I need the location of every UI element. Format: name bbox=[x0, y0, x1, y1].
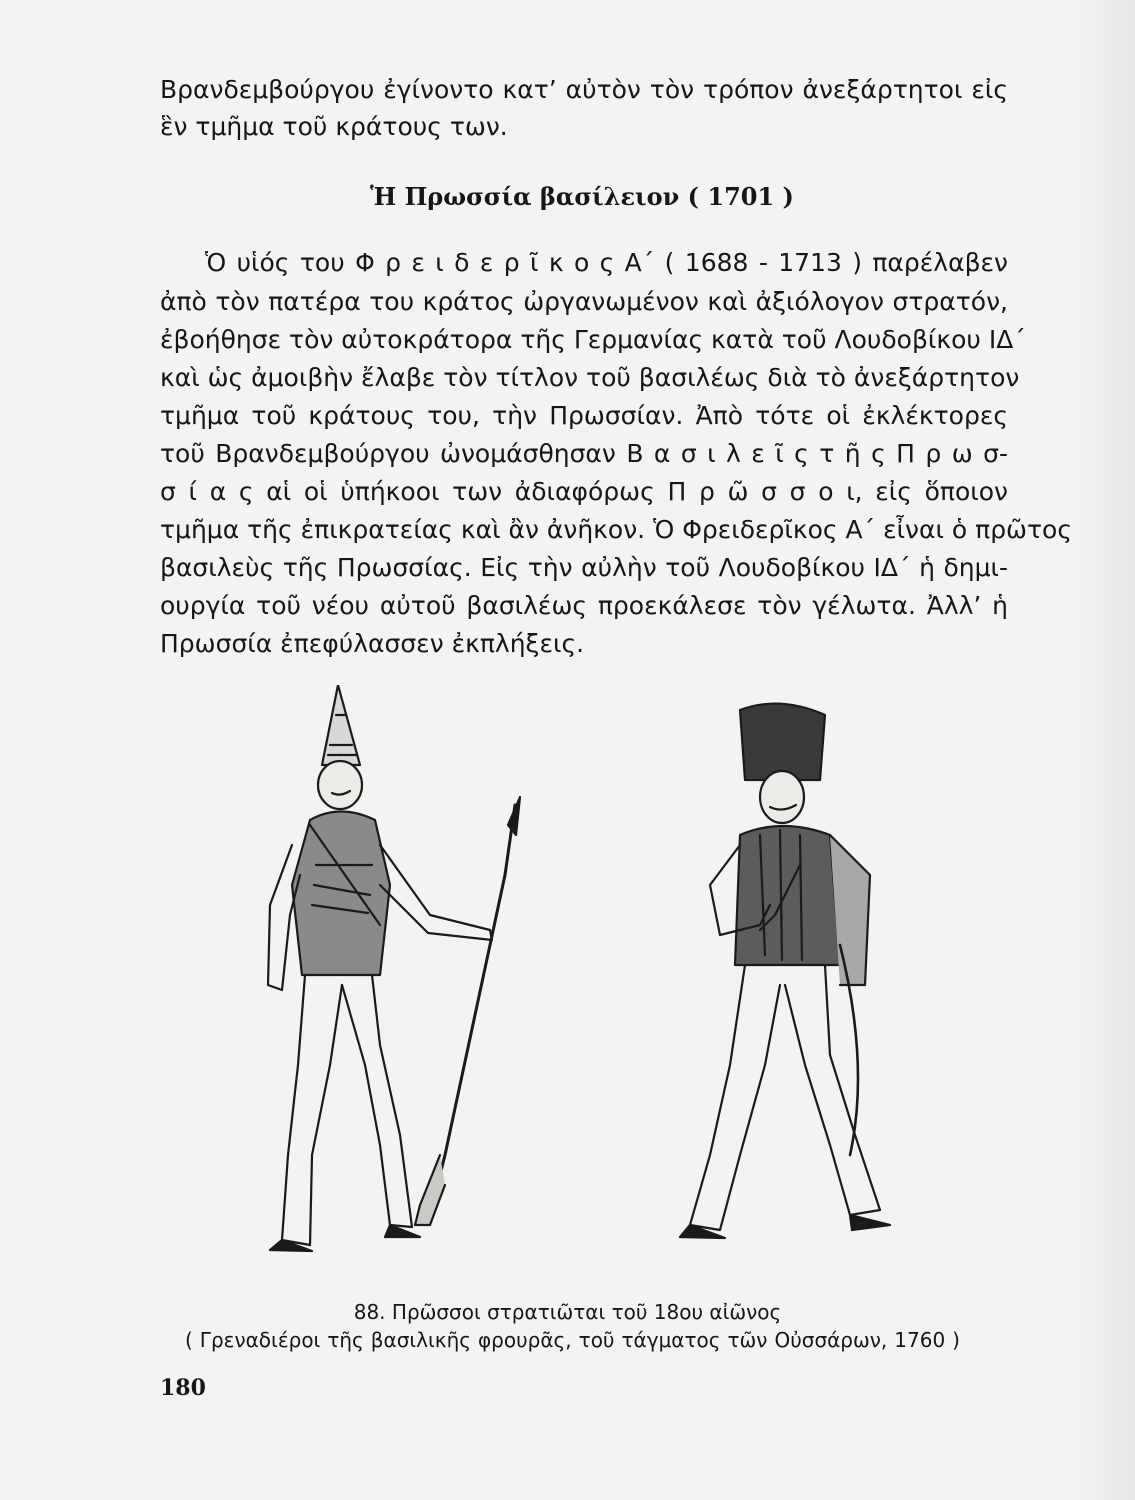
hussar-figure bbox=[680, 704, 890, 1238]
paragraph-line: καὶ ὡς ἀμοιβὴν ἔλαβε τὸν τίτλον τοῦ βασιλέως διὰ τὸ ἀνεξάρτητον bbox=[160, 363, 1020, 392]
section-heading: Ἡ Πρωσσία βασίλειον ( 1701 ) bbox=[370, 182, 794, 211]
paragraph-line: Πρωσσία ἐπεφύλασσεν ἐκπλήξεις. bbox=[160, 629, 585, 658]
figure-caption: 88. Πρῶσσοι στρατιῶται τοῦ 18ου αἰῶνος bbox=[353, 1300, 782, 1324]
paragraph-line: τοῦ Βρανδεμβούργου ὠνομάσθησαν Β α σ ι λ ε ῖ ς τ ῆ ς Π ρ ω σ- bbox=[160, 439, 1008, 468]
soldiers-illustration bbox=[240, 685, 900, 1265]
paragraph-line: σ ί α ς αἱ οἱ ὑπήκοοι των ἀδιαφόρως Π ρ ῶ σ σ ο ι, εἰς ὅποιον bbox=[160, 477, 1008, 506]
text-line: ἓν τμῆμα τοῦ κράτους των. bbox=[160, 112, 508, 141]
figure-caption-detail: ( Γρεναδιέροι τῆς βασιλικῆς φρουρᾶς, τοῦ τάγματος τῶν Οὐσσάρων, 1760 ) bbox=[185, 1328, 960, 1352]
text-line: Βρανδεμβούργου ἐγίνοντο κατ’ αὐτὸν τὸν τρόπον ἀνεξάρτητοι εἰς bbox=[160, 75, 1008, 104]
paragraph-line: τμῆμα τοῦ κράτους του, τὴν Πρωσσίαν. Ἀπὸ τότε οἱ ἐκλέκτορες bbox=[160, 401, 1008, 430]
paragraph-line: βασιλεὺς τῆς Πρωσσίας. Εἰς τὴν αὐλὴν τοῦ Λουδοβίκου ΙΔ΄ ἡ δημι- bbox=[160, 553, 1008, 582]
paragraph-line: ουργία τοῦ νέου αὐτοῦ βασιλέως προεκάλεσε τὸν γέλωτα. Ἀλλ’ ἡ bbox=[160, 591, 1008, 620]
paragraph-line: Ὁ υἱός του Φ ρ ε ι δ ε ρ ῖ κ ο ς Α΄ ( 1688 - 1713 ) παρέλαβεν bbox=[205, 248, 1008, 277]
grenadier-figure bbox=[268, 685, 520, 1251]
paragraph-line: ἀπὸ τὸν πατέρα του κράτος ὠργανωμένον καὶ ἀξιόλογον στρατόν, bbox=[160, 287, 1008, 316]
page-bleed-shadow bbox=[1075, 0, 1135, 1500]
page-number: 180 bbox=[160, 1375, 206, 1401]
paragraph-line: τμῆμα τῆς ἐπικρατείας καὶ ἂν ἀνῆκον. Ὁ Φρειδερῖκος Α΄ εἶναι ὁ πρῶτος bbox=[160, 515, 1073, 544]
paragraph-line: ἐβοήθησε τὸν αὐτοκράτορα τῆς Γερμανίας κατὰ τοῦ Λουδοβίκου ΙΔ΄ bbox=[160, 325, 1026, 354]
